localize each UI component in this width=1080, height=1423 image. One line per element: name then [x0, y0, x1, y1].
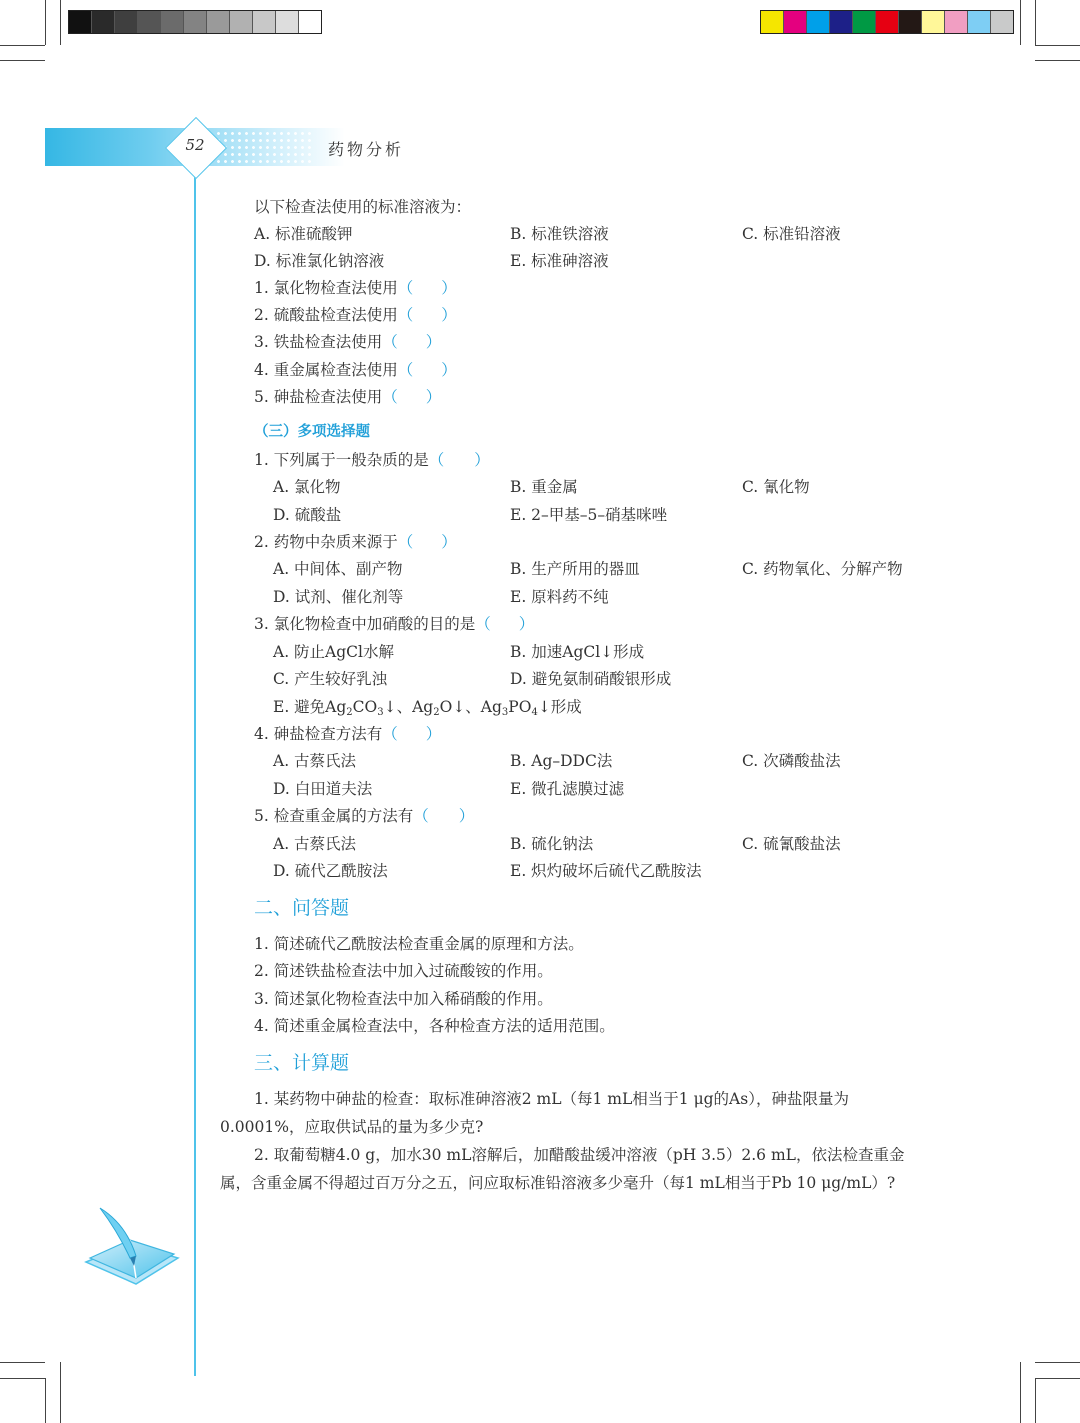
option: B. 重金属 — [510, 478, 578, 496]
question-stem: 4. 砷盐检查方法有（ ） — [254, 725, 442, 743]
calibration-swatch — [69, 11, 91, 33]
option: B. 生产所用的器皿 — [510, 560, 640, 578]
option: D. 避免氨制硝酸银形成 — [510, 670, 672, 688]
option: E. 2–甲基–5–硝基咪唑 — [510, 506, 668, 524]
option: A. 古蔡氏法 — [273, 752, 357, 770]
qa-item: 4. 简述重金属检查法中，各种检查方法的适用范围。 — [254, 1017, 615, 1035]
grayscale-calibration-bar — [68, 10, 322, 34]
crop-mark — [1035, 60, 1080, 61]
crop-mark — [0, 1362, 45, 1363]
option: C. 药物氧化、分解产物 — [742, 560, 903, 578]
question-stem: 1. 下列属于一般杂质的是（ ） — [254, 451, 490, 469]
option: C. 氰化物 — [742, 478, 810, 496]
calibration-swatch — [944, 11, 967, 33]
option: A. 中间体、副产物 — [273, 560, 403, 578]
calibration-swatch — [829, 11, 852, 33]
option: C. 硫氰酸盐法 — [742, 835, 841, 853]
multi-choice-heading: （三）多项选择题 — [254, 424, 370, 440]
option: B. Ag–DDC法 — [510, 752, 613, 770]
option: D. 硫酸盐 — [273, 506, 342, 524]
qa-heading: 二、问答题 — [254, 897, 350, 919]
crop-mark — [1020, 1362, 1021, 1423]
crop-mark — [1035, 0, 1036, 45]
calc-heading: 三、计算题 — [254, 1052, 350, 1074]
question-stem: 2. 药物中杂质来源于（ ） — [254, 533, 457, 551]
calibration-swatch — [783, 11, 806, 33]
calibration-swatch — [252, 11, 275, 33]
calc-problem-1: 1. 某药物中砷盐的检查：取标准砷溶液2 mL（每1 mL相当于1 μg的As），砷盐限量为0.0001%，应取供试品的量为多少克? — [220, 1090, 849, 1136]
crop-mark — [60, 0, 61, 45]
calibration-swatch — [114, 11, 137, 33]
question-stem: 3. 氯化物检查中加硝酸的目的是（ ） — [254, 615, 535, 633]
calibration-swatch — [761, 11, 783, 33]
margin-rule — [194, 166, 196, 1376]
calibration-swatch — [898, 11, 921, 33]
match-intro: 以下检查法使用的标准溶液为： — [254, 198, 472, 216]
option: D. 试剂、催化剂等 — [273, 588, 404, 606]
option: C. 产生较好乳浊 — [273, 670, 388, 688]
question-stem: 5. 检查重金属的方法有（ ） — [254, 807, 475, 825]
calibration-swatch — [91, 11, 114, 33]
calibration-swatch — [806, 11, 829, 33]
crop-mark — [0, 60, 45, 61]
book-title: 药物分析 — [328, 140, 405, 159]
color-calibration-bar — [760, 10, 1014, 34]
calibration-swatch — [275, 11, 298, 33]
crop-mark — [60, 1362, 61, 1423]
match-question: 1. 氯化物检查法使用（ ） — [254, 279, 457, 297]
qa-item: 3. 简述氯化物检查法中加入稀硝酸的作用。 — [254, 990, 553, 1008]
calc-problem-2: 2. 取葡萄糖4.0 g，加水30 mL溶解后，加醋酸盐缓冲溶液（pH 3.5）2.6 mL，依法检查重金属，含重金属不得超过百万分之五，问应取标准铅溶液多少毫升（每1 mL相当于Pb 10 μg/mL）? — [220, 1146, 905, 1192]
calibration-swatch — [852, 11, 875, 33]
option: C. 次磷酸盐法 — [742, 752, 841, 770]
calibration-swatch — [229, 11, 252, 33]
header-dot-pattern — [215, 130, 315, 164]
crop-mark — [0, 45, 45, 46]
option: B. 硫化钠法 — [510, 835, 594, 853]
match-option-e: E. 标准砷溶液 — [510, 252, 609, 270]
calibration-swatch — [206, 11, 229, 33]
crop-mark — [1035, 1362, 1080, 1363]
calibration-swatch — [921, 11, 944, 33]
crop-mark — [1035, 45, 1080, 46]
qa-item: 2. 简述铁盐检查法中加入过硫酸铵的作用。 — [254, 962, 553, 980]
option: A. 防止AgCl水解 — [273, 643, 394, 661]
option: B. 加速AgCl↓形成 — [510, 643, 645, 661]
calibration-swatch — [183, 11, 206, 33]
option: A. 古蔡氏法 — [273, 835, 357, 853]
match-question: 5. 砷盐检查法使用（ ） — [254, 388, 442, 406]
option: D. 白田道夫法 — [273, 780, 373, 798]
match-option-b: B. 标准铁溶液 — [510, 225, 609, 243]
crop-mark — [0, 1378, 45, 1379]
option: E. 避免$Ag_2CO_3↓$、$Ag_2O↓$、$Ag_3PO_4↓$形成 — [273, 698, 582, 718]
calibration-swatch — [990, 11, 1013, 33]
option: D. 硫代乙酰胺法 — [273, 862, 388, 880]
option: E. 炽灼破坏后硫代乙酰胺法 — [510, 862, 702, 880]
crop-mark — [1035, 1378, 1036, 1423]
calibration-swatch — [967, 11, 990, 33]
crop-mark — [1035, 1378, 1080, 1379]
page-number: 52 — [185, 136, 205, 154]
option: E. 微孔滤膜过滤 — [510, 780, 625, 798]
match-question: 4. 重金属检查法使用（ ） — [254, 361, 457, 379]
calibration-swatch — [160, 11, 183, 33]
qa-item: 1. 简述硫代乙酰胺法检查重金属的原理和方法。 — [254, 935, 584, 953]
calibration-swatch — [298, 11, 321, 33]
match-option-d: D. 标准氯化钠溶液 — [254, 252, 385, 270]
book-illustration-icon — [78, 1200, 188, 1300]
option: A. 氯化物 — [273, 478, 341, 496]
crop-mark — [45, 1378, 46, 1423]
match-question: 3. 铁盐检查法使用（ ） — [254, 333, 442, 351]
calibration-swatch — [875, 11, 898, 33]
option: E. 原料药不纯 — [510, 588, 609, 606]
match-option-a: A. 标准硫酸钾 — [254, 225, 353, 243]
calibration-swatch — [137, 11, 160, 33]
crop-mark — [1020, 0, 1021, 45]
match-question: 2. 硫酸盐检查法使用（ ） — [254, 306, 457, 324]
match-option-c: C. 标准铅溶液 — [742, 225, 841, 243]
crop-mark — [45, 0, 46, 45]
